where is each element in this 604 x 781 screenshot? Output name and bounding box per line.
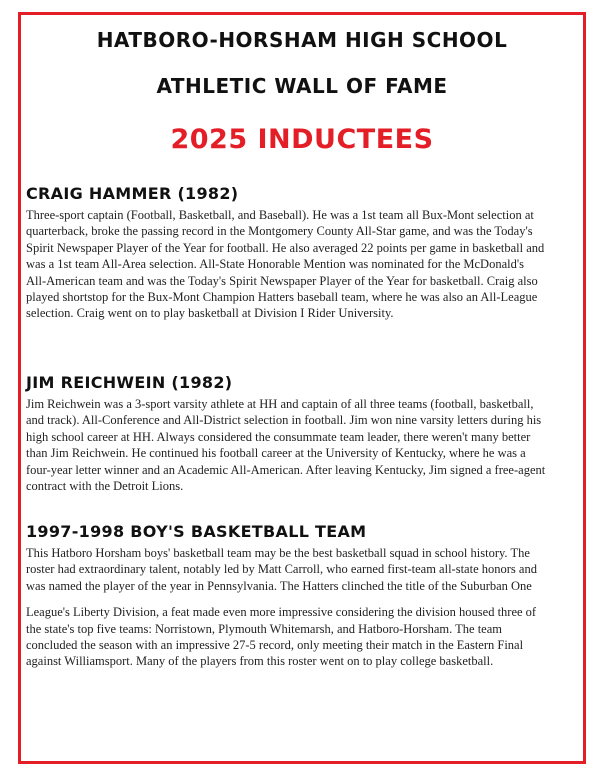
inductee-section-basketball-team	[26, 522, 546, 680]
section-paragraph: This Hatboro Horsham boys' basketball team may be the best basketball squad in school history. The roster had extraordinary talent, notably led by Matt Carroll, who earned first-team all-state honors and was named the player of the year in Pennsylvania. The Hatters clinched the title of the Suburban One	[26, 546, 537, 593]
section-paragraph: Three-sport captain (Football, Basketball, and Baseball). He was a 1st team all Bux-Mont selection at quarterback, broke the passing record in the Montgomery County All-Star game, and was the Today's Spirit Newspaper Player of the Year for football. He also averaged 22 points per game in basketball and was a 1st team All-Area selection. All-State Honorable Mention was nominated for the McDonald's All-American team and was the Today's Spirit Newspaper Player of the Year for basketball. Craig also played shortstop for the Bux-Mont Champion Hatters baseball team, where he was also an All-League selection. Craig went on to play basketball at Division I Rider University.	[26, 208, 545, 321]
section-title: 1997-1998 BOY'S BASKETBALL TEAM	[26, 522, 367, 541]
wall-of-fame-title: ATHLETIC WALL OF FAME	[156, 74, 448, 98]
section-paragraph: Jim Reichwein was a 3-sport varsity athlete at HH and captain of all three teams (football, basketball, and track). All-Conference and All-District selection in football. Jim won nine varsity letters during his high school career at HH. Always considered the consummate team leader, there weren't many better than Jim Reichwein. He continued his football career at the University of Kentucky, where he was a four-year letter winner and an Academic All-American. After leaving Kentucky, Jim signed a free-agent contract with the Detroit Lions.	[26, 397, 546, 494]
section-paragraph: League's Liberty Division, a feat made even more impressive considering the division housed three of the state's top five teams: Norristown, Plymouth Whitemarsh, and Hatboro-Horsham. The team concluded the season with an impressive 27-5 record, only meeting their match in the Eastern Final against Williamsport. Many of the players from this roster went on to play college basketball.	[26, 605, 537, 669]
section-title: JIM REICHWEIN (1982)	[26, 373, 233, 392]
section-body	[26, 207, 546, 322]
inductee-section-jim-reichwein	[26, 373, 546, 504]
inductees-heading: 2025 INDUCTEES	[170, 124, 434, 155]
inductee-section-craig-hammer	[26, 184, 546, 332]
school-name: HATBORO-HORSHAM HIGH SCHOOL	[96, 28, 508, 52]
section-body	[26, 396, 546, 494]
section-body	[26, 545, 546, 670]
section-title: CRAIG HAMMER (1982)	[26, 184, 239, 203]
